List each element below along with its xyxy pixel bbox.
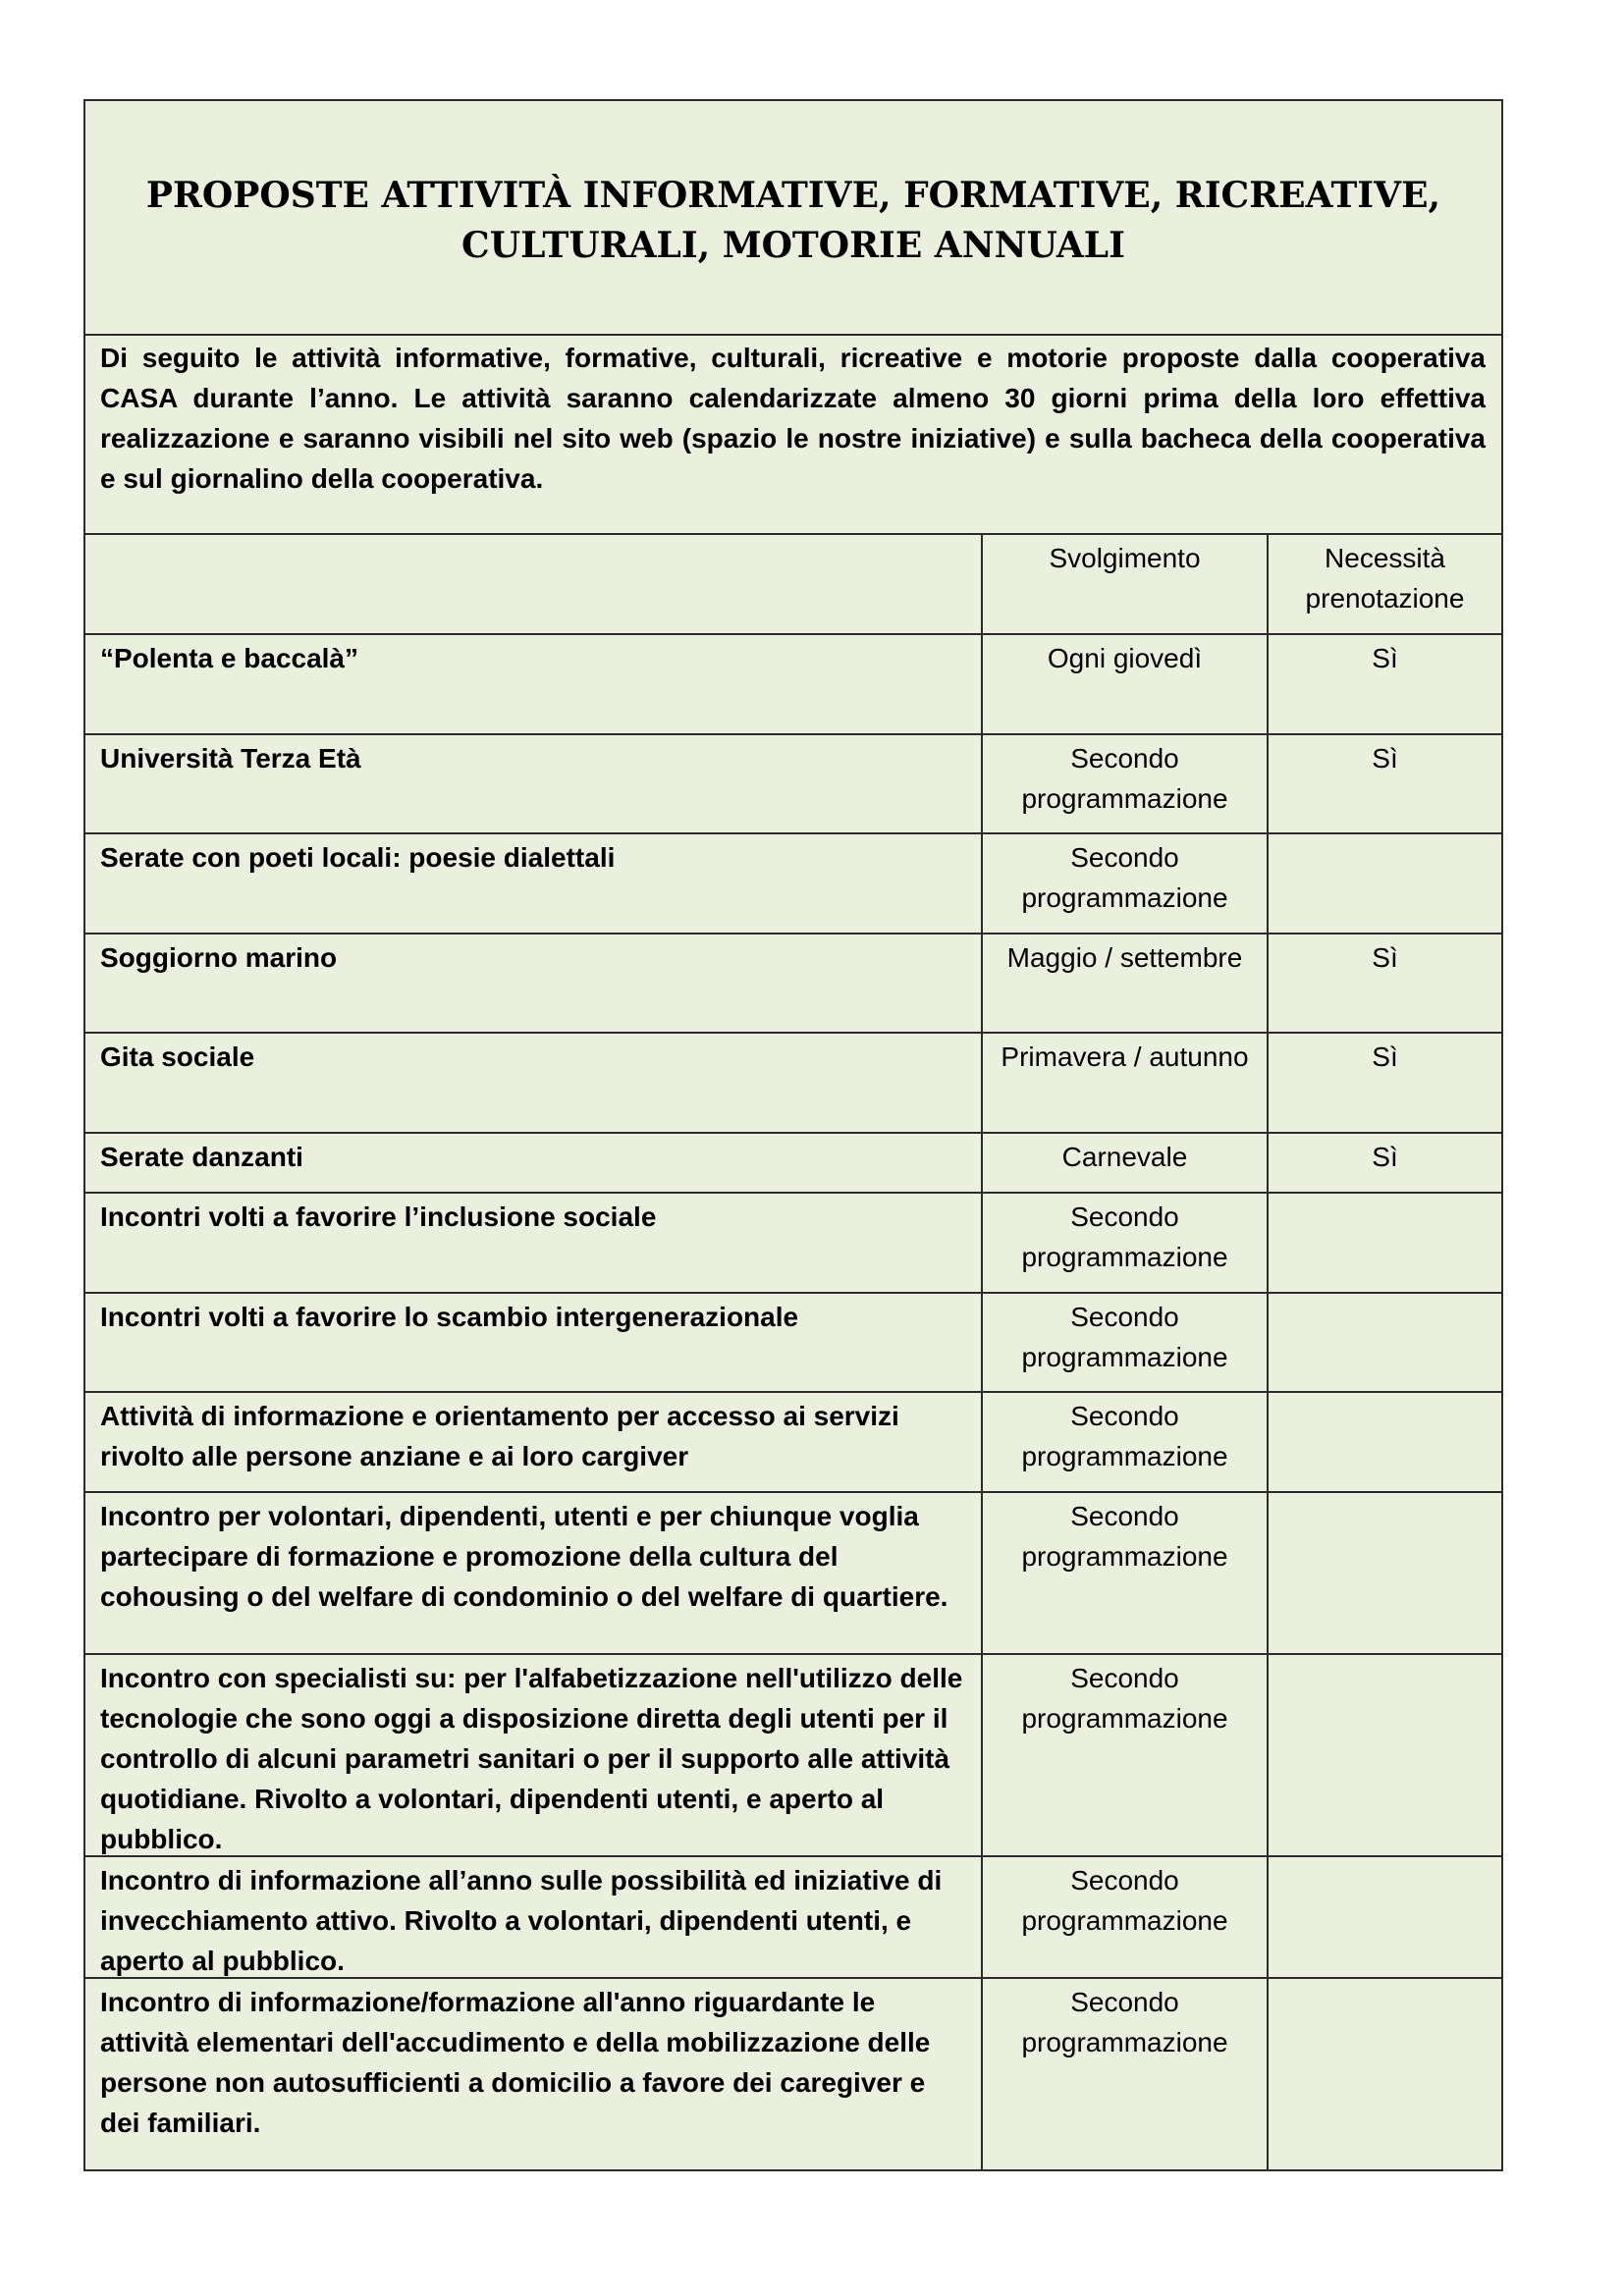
timing-cell: Maggio / settembre: [983, 934, 1269, 1032]
table-row: [85, 1034, 1501, 1134]
booking-cell: [1269, 1493, 1501, 1653]
table-row: [85, 1294, 1501, 1393]
table-row: [85, 834, 1501, 934]
table-row: [85, 1493, 1501, 1655]
activity-cell: Serate con poeti locali: poesie dialettali: [85, 834, 983, 933]
title-line-1: PROPOSTE ATTIVITÀ INFORMATIVE, FORMATIVE, RICREATIVE,: [145, 175, 1441, 216]
activities-document: [83, 99, 1503, 2171]
table-row: [85, 1194, 1501, 1294]
timing-cell: Secondo programmazione: [983, 735, 1269, 832]
header-activity: [85, 535, 983, 633]
activity-cell: Attività di informazione e orientamento per accesso ai servizi rivolto alle persone anziane e ai loro cargiver: [85, 1393, 983, 1491]
booking-cell: [1269, 1979, 1501, 2171]
timing-cell: Secondo programmazione: [983, 834, 1269, 933]
timing-cell: Secondo programmazione: [983, 1857, 1269, 1977]
activity-cell: Incontro per volontari, dipendenti, utenti e per chiunque voglia partecipare di formazione e promozione della cultura del cohousing o del welfare di condominio o del welfare di quartiere.: [85, 1493, 983, 1653]
timing-cell: Secondo programmazione: [983, 1493, 1269, 1653]
booking-cell: Sì: [1372, 1041, 1398, 1072]
booking-cell: [1269, 1655, 1501, 1855]
activity-cell: Incontro di informazione all’anno sulle possibilità ed iniziative di invecchiamento attivo. Rivolto a volontari, dipendenti utenti, e aperto al pubblico.: [85, 1857, 983, 1977]
table-row: [85, 1393, 1501, 1493]
booking-cell: Sì: [1372, 743, 1398, 774]
booking-cell: Sì: [1372, 643, 1398, 673]
booking-cell: Sì: [1372, 942, 1398, 973]
activity-cell: Incontri volti a favorire l’inclusione sociale: [85, 1194, 983, 1292]
activity-cell: Incontro con specialisti su: per l'alfabetizzazione nell'utilizzo delle tecnologie che sono oggi a disposizione diretta degli utenti per il controllo di alcuni parametri sanitari o per il supporto alle attività quotidiane. Rivolto a volontari, dipendenti utenti, e aperto al pubblico.: [85, 1655, 983, 1855]
intro-paragraph: Di seguito le attività informative, formative, culturali, ricreative e motorie proposte dalla cooperativa CASA durante l’anno. Le attività saranno calendarizzate almeno 30 giorni prima della loro effettiva realizzazione e saranno visibili nel sito web (spazio le nostre iniziative) e sulla bacheca della cooperativa e sul giornalino della cooperativa.: [100, 343, 1486, 494]
timing-cell: Secondo programmazione: [983, 1194, 1269, 1292]
timing-cell: Primavera / autunno: [983, 1034, 1269, 1132]
table-row: [85, 1979, 1501, 2171]
table-row: [85, 735, 1501, 834]
timing-cell: Secondo programmazione: [983, 1294, 1269, 1391]
activity-cell: Serate danzanti: [85, 1134, 983, 1192]
document-title: [85, 171, 1501, 271]
table-row: [85, 1857, 1501, 1979]
intro-block: [85, 336, 1501, 535]
table-row: [85, 1655, 1501, 1857]
booking-cell: Sì: [1372, 1142, 1398, 1172]
timing-cell: Ogni giovedì: [983, 635, 1269, 733]
timing-cell: Carnevale: [983, 1134, 1269, 1192]
booking-cell: [1269, 834, 1501, 933]
activity-cell: Incontro di informazione/formazione all'anno riguardante le attività elementari dell'accudimento e della mobilizzazione delle persone non autosufficienti a domicilio a favore dei caregiver e dei familiari.: [85, 1979, 983, 2171]
table-row: [85, 635, 1501, 735]
timing-cell: Secondo programmazione: [983, 1979, 1269, 2171]
booking-cell: [1269, 1294, 1501, 1391]
booking-cell: [1269, 1393, 1501, 1491]
timing-cell: Secondo programmazione: [983, 1655, 1269, 1855]
timing-cell: Secondo programmazione: [983, 1393, 1269, 1491]
activity-cell: Soggiorno marino: [85, 934, 983, 1032]
table-row: [85, 1134, 1501, 1194]
title-line-2: CULTURALI, MOTORIE ANNUALI: [461, 225, 1125, 266]
table-row: [85, 934, 1501, 1034]
booking-cell: [1269, 1194, 1501, 1292]
header-timing: Svolgimento: [983, 535, 1269, 633]
activity-cell: Incontri volti a favorire lo scambio intergenerazionale: [85, 1294, 983, 1391]
activity-cell: “Polenta e baccalà”: [85, 635, 983, 733]
activity-cell: Università Terza Età: [85, 735, 983, 832]
header-booking: Necessità prenotazione: [1305, 543, 1465, 614]
activity-cell: Gita sociale: [85, 1034, 983, 1132]
title-block: [85, 101, 1501, 336]
booking-cell: [1269, 1857, 1501, 1977]
table-header-row: [85, 535, 1501, 635]
